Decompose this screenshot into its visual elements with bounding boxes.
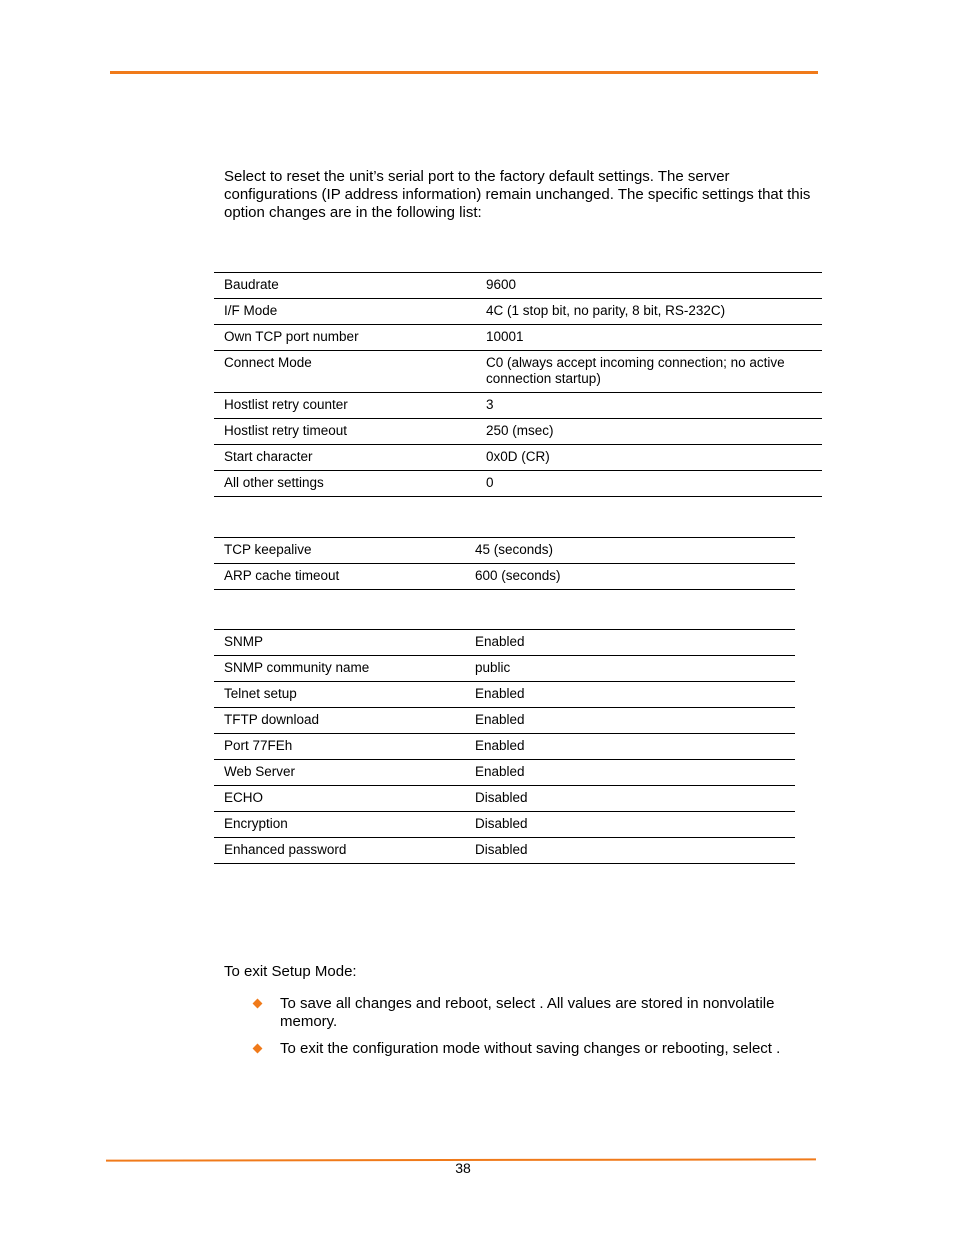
diamond-bullet-icon [253, 1044, 263, 1054]
setting-value: Enabled [465, 682, 795, 708]
setting-value: 9600 [476, 273, 822, 299]
setting-name: ECHO [214, 786, 465, 812]
table-row [214, 351, 822, 393]
setting-name: SNMP community name [214, 656, 465, 682]
list-item [250, 1040, 820, 1058]
table-row [214, 656, 795, 682]
setting-name: Port 77FEh [214, 734, 465, 760]
setting-value: Enabled [465, 760, 795, 786]
setting-name: I/F Mode [214, 299, 476, 325]
setting-value: Disabled [465, 786, 795, 812]
security-defaults-table [214, 629, 795, 864]
exit-options-list [250, 995, 820, 1067]
table-row [214, 708, 795, 734]
setting-name: All other settings [214, 471, 476, 497]
setting-value: Enabled [465, 734, 795, 760]
setting-value: 45 (seconds) [465, 538, 795, 564]
table-row [214, 682, 795, 708]
setting-name: Own TCP port number [214, 325, 476, 351]
setting-name: Web Server [214, 760, 465, 786]
setting-value: Enabled [465, 708, 795, 734]
table-row [214, 299, 822, 325]
setting-name: SNMP [214, 630, 465, 656]
intro-paragraph: Select to reset the unit’s serial port to the factory default settings. The server configurations (IP address information) remain unchanged. The specific settings that this option changes are in the following list: [224, 168, 811, 221]
setting-value: 4C (1 stop bit, no parity, 8 bit, RS-232C) [476, 299, 822, 325]
setting-name: Telnet setup [214, 682, 465, 708]
setting-value: 0 [476, 471, 822, 497]
table-row [214, 393, 822, 419]
table-row [214, 812, 795, 838]
list-item-text: To save all changes and reboot, select . All values are stored in nonvolatile memory. [280, 995, 775, 1030]
table-row [214, 419, 822, 445]
table-row [214, 325, 822, 351]
setting-value: public [465, 656, 795, 682]
page-number: 38 [455, 1160, 471, 1176]
table-row [214, 445, 822, 471]
table-row [214, 786, 795, 812]
table-row [214, 273, 822, 299]
diamond-bullet-icon [253, 999, 263, 1009]
setting-name: Hostlist retry timeout [214, 419, 476, 445]
table-row [214, 538, 795, 564]
channel-defaults-table [214, 272, 822, 497]
table-row [214, 734, 795, 760]
setting-value: Enabled [465, 630, 795, 656]
setting-name: Hostlist retry counter [214, 393, 476, 419]
table-row [214, 471, 822, 497]
setting-value: 3 [476, 393, 822, 419]
setting-name: TFTP download [214, 708, 465, 734]
table-row [214, 630, 795, 656]
exit-intro: To exit Setup Mode: [224, 963, 357, 980]
table-row [214, 838, 795, 864]
setting-value: C0 (always accept incoming connection; no active connection startup) [476, 351, 822, 393]
header-rule [110, 71, 818, 74]
setting-name: Baudrate [214, 273, 476, 299]
expert-defaults-table [214, 537, 795, 590]
setting-name: Connect Mode [214, 351, 476, 393]
setting-value: Disabled [465, 838, 795, 864]
table-row [214, 564, 795, 590]
setting-name: Start character [214, 445, 476, 471]
setting-name: TCP keepalive [214, 538, 465, 564]
setting-value: 250 (msec) [476, 419, 822, 445]
setting-value: 0x0D (CR) [476, 445, 822, 471]
setting-value: Disabled [465, 812, 795, 838]
setting-value: 600 (seconds) [465, 564, 795, 590]
list-item-text: To exit the configuration mode without saving changes or rebooting, select . [280, 1040, 781, 1057]
table-row [214, 760, 795, 786]
list-item [250, 995, 820, 1031]
setting-name: ARP cache timeout [214, 564, 465, 590]
setting-name: Encryption [214, 812, 465, 838]
setting-name: Enhanced password [214, 838, 465, 864]
setting-value: 10001 [476, 325, 822, 351]
